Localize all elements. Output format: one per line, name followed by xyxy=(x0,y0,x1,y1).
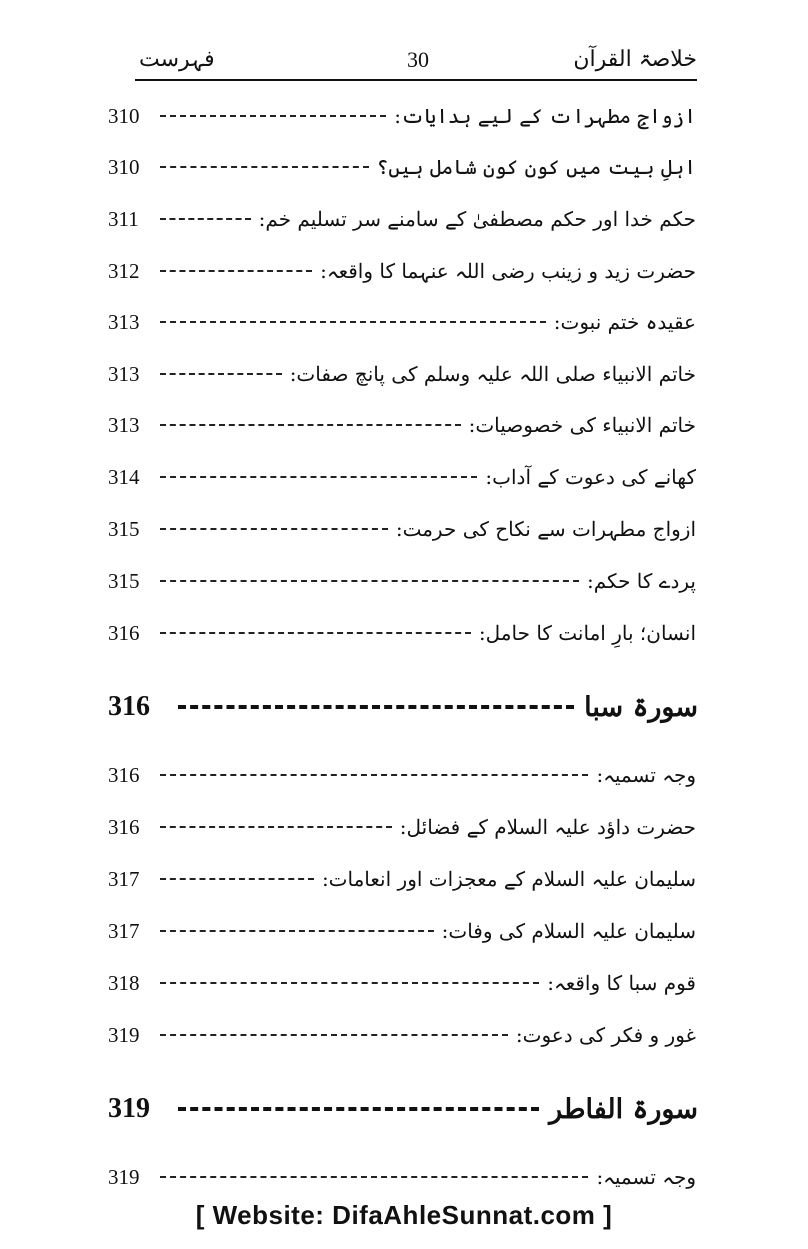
page-ref: 313 xyxy=(108,412,140,437)
entry-title: خاتم الانبیاء صلی اللہ علیہ وسلم کی پانچ صفات: xyxy=(289,362,696,386)
toc-entry xyxy=(108,562,696,600)
page-ref: 312 xyxy=(108,258,140,283)
page-number: 30 xyxy=(407,47,429,72)
surah-title: سورۃ الفاطر xyxy=(549,1093,698,1125)
page-ref: 316 xyxy=(108,762,140,787)
entry-title: اہلِ بیت میں کون کون شامل ہیں؟ xyxy=(376,155,696,179)
entry-title: عقیدہ ختم نبوت: xyxy=(553,310,696,334)
dotted-leader xyxy=(160,424,461,426)
page-ref: 315 xyxy=(108,516,140,541)
dotted-leader xyxy=(160,1034,508,1036)
dotted-leader xyxy=(160,476,477,478)
entry-title: قوم سبا کا واقعہ: xyxy=(547,971,696,995)
dotted-leader xyxy=(160,982,539,984)
page-ref: 313 xyxy=(108,309,140,334)
page-ref: 315 xyxy=(108,568,140,593)
dotted-leader xyxy=(160,774,588,776)
entry-title: ازواجِ مطہرات کے لیے ہدایات: xyxy=(394,104,696,128)
entry-title: حکم خدا اور حکم مصطفیٰ کے سامنے سر تسلیم خم: xyxy=(258,207,696,231)
entry-title: ازواج مطہرات سے نکاح کی حرمت: xyxy=(395,517,696,541)
toc-entry xyxy=(108,808,696,846)
book-title: خلاصۃ القرآن xyxy=(573,47,697,72)
surah-heading-fatir xyxy=(108,1086,698,1132)
page-ref: 316 xyxy=(108,620,140,645)
toc-entry xyxy=(108,252,696,290)
toc-entry xyxy=(108,1016,696,1054)
dotted-leader xyxy=(160,166,369,168)
entry-title: خاتم الانبیاء کی خصوصیات: xyxy=(468,413,696,437)
dashed-leader xyxy=(178,1107,539,1111)
page-ref: 313 xyxy=(108,361,140,386)
surah-page-ref: 319 xyxy=(108,1093,150,1124)
page-ref: 311 xyxy=(108,206,139,231)
toc-entry xyxy=(108,964,696,1002)
section-title: فہرست xyxy=(139,47,215,72)
entry-title: سلیمان علیہ السلام کے معجزات اور انعامات: xyxy=(321,867,696,891)
page-ref: 314 xyxy=(108,464,140,489)
entry-title: کھانے کی دعوت کے آداب: xyxy=(485,465,696,489)
entry-title: غور و فکر کی دعوت: xyxy=(515,1023,696,1047)
entry-title: وجہ تسمیہ: xyxy=(596,1165,696,1189)
toc-entry xyxy=(108,614,696,652)
dashed-leader xyxy=(178,705,574,709)
toc-entry xyxy=(108,1158,696,1196)
page-ref: 310 xyxy=(108,154,140,179)
toc-entry xyxy=(108,458,696,496)
page-ref: 319 xyxy=(108,1022,140,1047)
dotted-leader xyxy=(160,580,579,582)
entry-title: پردے کا حکم: xyxy=(586,569,696,593)
toc-entry xyxy=(108,148,696,186)
website-footer: [ Website: DifaAhleSunnat.com ] xyxy=(195,1200,613,1230)
toc-entry xyxy=(108,510,696,548)
page-ref: 319 xyxy=(108,1164,140,1189)
dotted-leader xyxy=(160,632,471,634)
toc-entry xyxy=(108,355,696,393)
toc-entry xyxy=(108,860,696,898)
entry-title: وجہ تسمیہ: xyxy=(596,763,696,787)
dotted-leader xyxy=(160,528,388,530)
entry-title: حضرت داؤد علیہ السلام کے فضائل: xyxy=(399,815,696,839)
dotted-leader xyxy=(160,321,546,323)
page-ref: 318 xyxy=(108,970,140,995)
dotted-leader xyxy=(160,373,282,375)
dotted-leader xyxy=(160,218,251,220)
toc-entry xyxy=(108,406,696,444)
dotted-leader xyxy=(160,930,434,932)
dotted-leader xyxy=(160,878,314,880)
entry-title: حضرت زید و زینب رضی اللہ عنہما کا واقعہ: xyxy=(320,259,696,283)
page-header xyxy=(135,45,697,81)
dotted-leader xyxy=(160,826,392,828)
entry-title: انسان؛ بارِ امانت کا حامل: xyxy=(478,621,696,645)
dotted-leader xyxy=(160,270,312,272)
page-ref: 317 xyxy=(108,866,140,891)
page-ref: 317 xyxy=(108,918,140,943)
toc-entry xyxy=(108,303,696,341)
page-ref: 316 xyxy=(108,814,140,839)
toc-entry xyxy=(108,97,696,135)
toc-entry xyxy=(108,200,696,238)
surah-page-ref: 316 xyxy=(108,691,150,722)
surah-heading-saba xyxy=(108,684,698,730)
page-ref: 310 xyxy=(108,103,140,128)
entry-title: سلیمان علیہ السلام کی وفات: xyxy=(441,919,696,943)
dotted-leader xyxy=(160,115,386,117)
toc-entry xyxy=(108,912,696,950)
dotted-leader xyxy=(160,1176,588,1178)
toc-entry xyxy=(108,756,696,794)
surah-title: سورۃ سبا xyxy=(584,691,698,723)
